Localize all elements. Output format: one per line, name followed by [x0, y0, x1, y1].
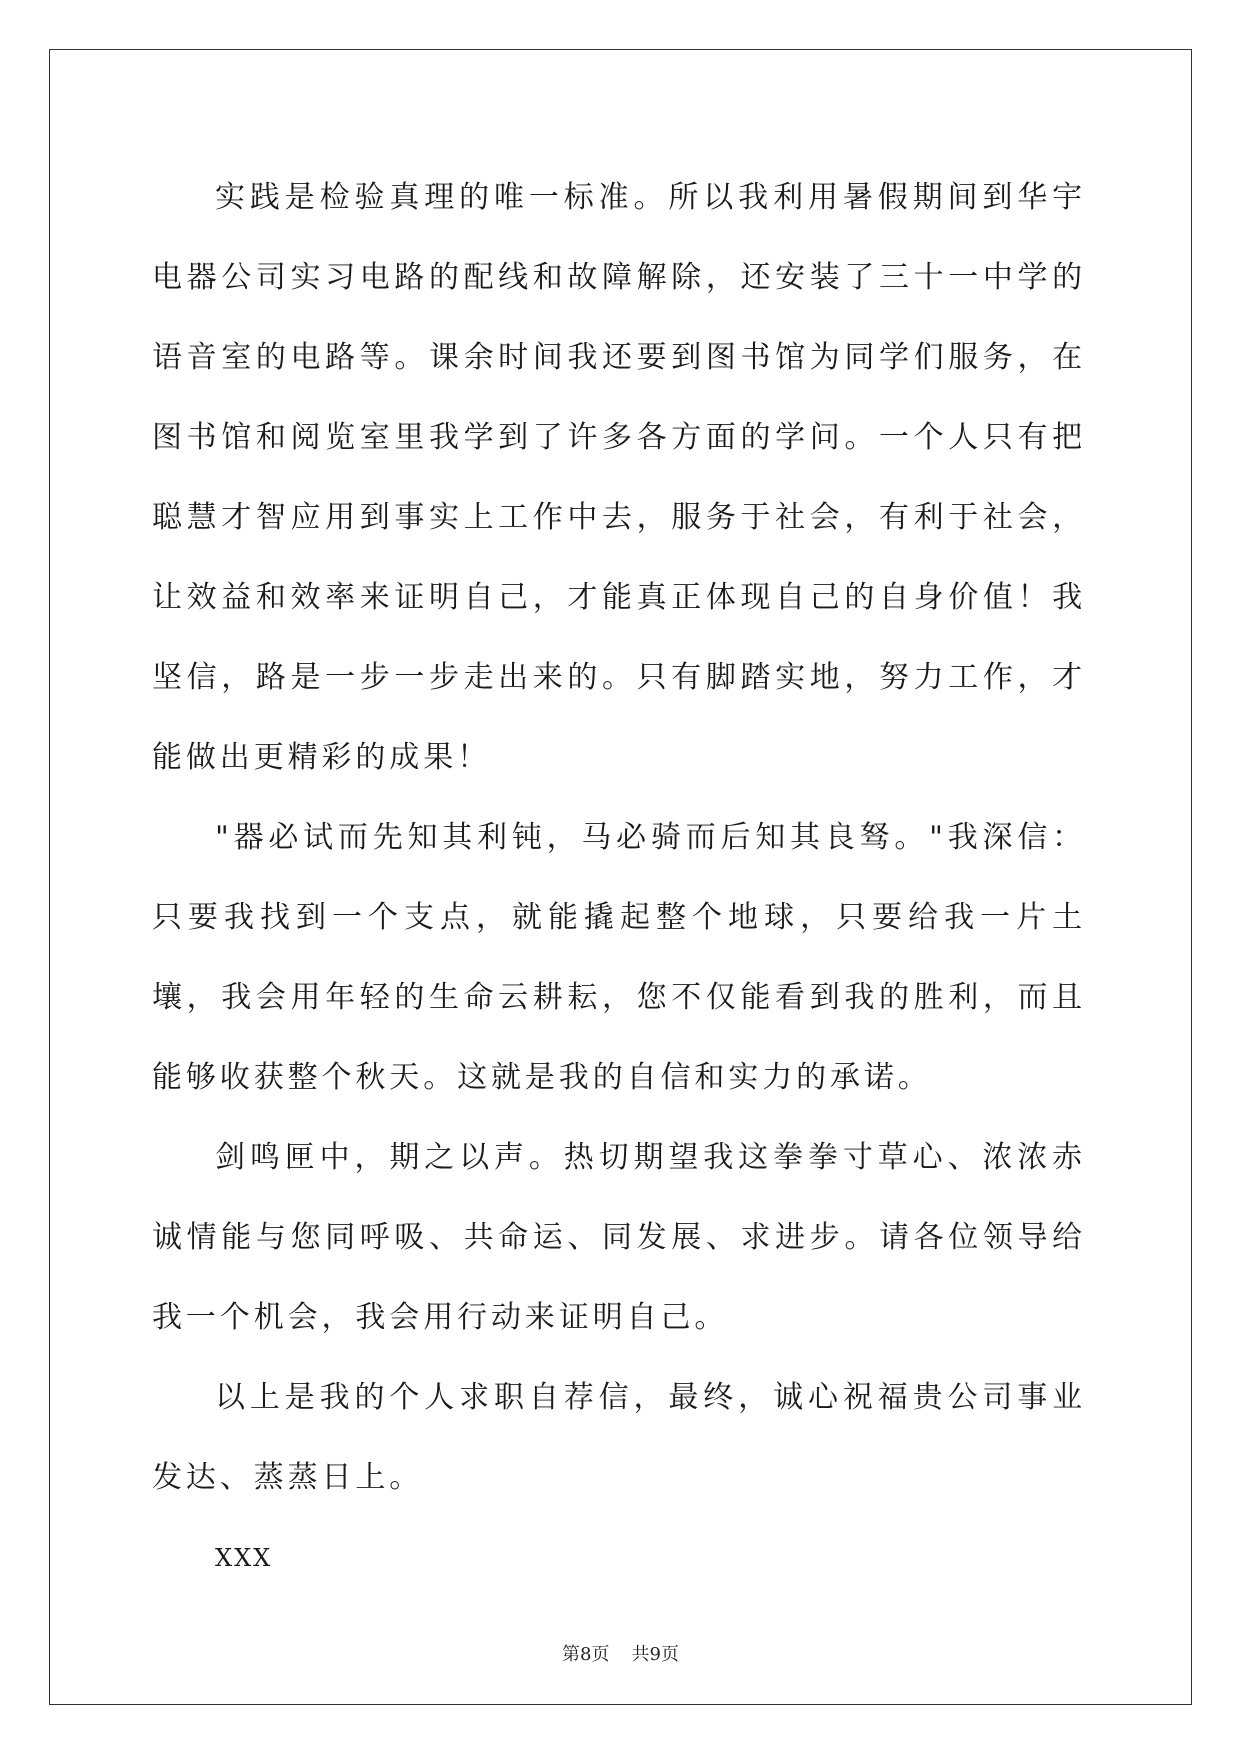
- page-number-current: 第8页: [562, 1644, 610, 1665]
- page-footer: [0, 1640, 1241, 1666]
- paragraph-closing: 以上是我的个人求职自荐信，最终，诚心祝福贵公司事业发达、蒸蒸日上。: [152, 1380, 1086, 1495]
- paragraph-hope: 剑鸣匣中，期之以声。热切期望我这拳拳寸草心、浓浓赤诚情能与您同呼吸、共命运、同发展、求进步。请各位领导给我一个机会，我会用行动来证明自己。: [152, 1140, 1086, 1335]
- paragraph-practice: 实践是检验真理的唯一标准。所以我利用暑假期间到华宇电器公司实习电路的配线和故障解除，还安装了三十一中学的语音室的电路等。课余时间我还要到图书馆为同学们服务，在图书馆和阅览室里我学到了许多各方面的学问。一个人只有把聪慧才智应用到事实上工作中去，服务于社会，有利于社会，让效益和效率来证明自己，才能真正体现自己的自身价值！我坚信，路是一步一步走出来的。只有脚踏实地，努力工作，才能做出更精彩的成果！: [152, 180, 1086, 775]
- page-number-total: 共9页: [631, 1644, 679, 1665]
- signature: XXX: [215, 1544, 273, 1572]
- letter-body: [152, 158, 1086, 1598]
- paragraph-proverb: "器必试而先知其利钝，马必骑而后知其良驽。"我深信：只要我找到一个支点，就能撬起整个地球，只要给我一片土壤，我会用年轻的生命云耕耘，您不仅能看到我的胜利，而且能够收获整个秋天。这就是我的自信和实力的承诺。: [152, 820, 1086, 1095]
